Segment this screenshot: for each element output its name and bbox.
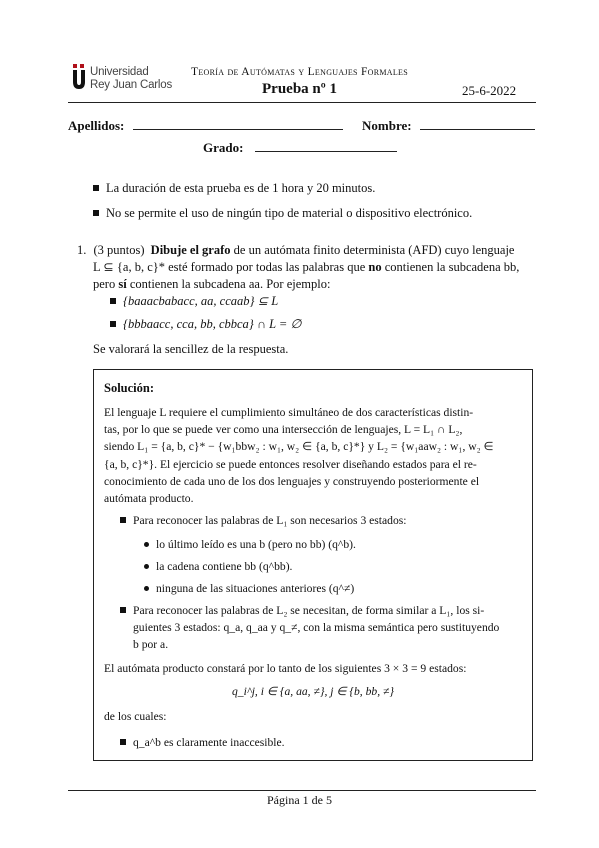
l2-intro: Para reconocer las palabras de L₂ se necesitan, de forma similar a L₁, los si- guientes 3 estados: q_a, q_aa y q_≠, con la misma semántica pero sustituyendo b por a. bbox=[120, 602, 524, 653]
grado-field[interactable] bbox=[255, 151, 397, 152]
solution-box bbox=[93, 369, 533, 761]
square-bullet-icon bbox=[93, 210, 99, 216]
inaccessible-item: q_a^b es claramente inaccesible. bbox=[120, 736, 285, 749]
logo-line-1: Universidad bbox=[90, 66, 149, 78]
header-rule bbox=[68, 102, 536, 103]
footer-rule bbox=[68, 790, 536, 791]
l1-state: la cadena contiene bb (q^bb). bbox=[144, 558, 292, 575]
square-bullet-icon bbox=[120, 517, 126, 523]
course-title: Teoría de Autómatas y Lenguajes Formales bbox=[191, 66, 408, 78]
apellidos-label: Apellidos: bbox=[68, 118, 125, 133]
rule-item: No se permite el uso de ningún tipo de material o dispositivo electrónico. bbox=[93, 205, 472, 222]
question-points: (3 puntos) bbox=[93, 243, 145, 257]
apellidos-field[interactable] bbox=[133, 129, 343, 130]
question-number: 1. bbox=[77, 243, 87, 257]
square-bullet-icon bbox=[110, 321, 116, 327]
square-bullet-icon bbox=[120, 739, 126, 745]
l1-state: ninguna de las situaciones anteriores (q^≠) bbox=[144, 580, 354, 597]
solution-paragraph: El lenguaje L requiere el cumplimiento simultáneo de dos características distin- tas, por lo que se puede ver como una intersección de lenguajes, L = L₁ ∩ L₂, siendo L₁ = {a, b, c}* − {w₁bbw₂ : w₁, w₂ ∈ {a, b, c}*} y L₂ = {w₁aaw₂ : w₁, w₂ ∈ {a, b, c}*}. El ejercicio se puede entonces resolver diseñando estados para el re- conocimiento de cada uno de los dos lenguajes y construyendo posteriormente el autómata producto. bbox=[104, 406, 494, 506]
example-item: {bbbaacc, cca, bb, cbbca} ∩ L = ∅ bbox=[110, 316, 301, 333]
product-line: El autómata producto constará por lo tanto de los siguientes 3 × 3 = 9 estados: bbox=[104, 662, 467, 675]
state-formula: q_i^j, i ∈ {a, aa, ≠}, j ∈ {b, bb, ≠} bbox=[232, 685, 394, 698]
grado-label: Grado: bbox=[203, 140, 244, 155]
square-bullet-icon bbox=[110, 298, 116, 304]
dot-bullet-icon bbox=[144, 564, 149, 569]
of-which-text: de los cuales: bbox=[104, 710, 167, 723]
nombre-label: Nombre: bbox=[362, 118, 412, 133]
exam-date: 25-6-2022 bbox=[462, 83, 517, 98]
page-number: Página 1 de 5 bbox=[267, 793, 332, 807]
l1-state: lo último leído es una b (pero no bb) (q^b). bbox=[144, 536, 356, 553]
example-item: {baaacbabacc, aa, ccaab} ⊆ L bbox=[110, 293, 278, 310]
square-bullet-icon bbox=[93, 185, 99, 191]
dot-bullet-icon bbox=[144, 542, 149, 547]
question-1: 1. (3 puntos) Dibuje el grafo de un autómata finito determinista (AFD) cuyo lenguaje L ⊆ {a, b, c}* esté formado por todas las palabras que no contienen la subcadena bb, pero sí contienen la subcadena aa. Por ejemplo: bbox=[77, 243, 520, 291]
square-bullet-icon bbox=[120, 607, 126, 613]
question-note: Se valorará la sencillez de la respuesta. bbox=[93, 342, 289, 356]
logo-line-2: Rey Juan Carlos bbox=[90, 79, 173, 91]
exam-title: Prueba nº 1 bbox=[262, 81, 337, 97]
question-lead: Dibuje el grafo bbox=[150, 243, 231, 257]
solution-heading: Solución: bbox=[104, 381, 155, 395]
rule-item: La duración de esta prueba es de 1 hora y 20 minutos. bbox=[93, 180, 375, 197]
nombre-field[interactable] bbox=[420, 129, 535, 130]
dot-bullet-icon bbox=[144, 586, 149, 591]
l1-intro: Para reconocer las palabras de L₁ son necesarios 3 estados: bbox=[120, 512, 407, 529]
